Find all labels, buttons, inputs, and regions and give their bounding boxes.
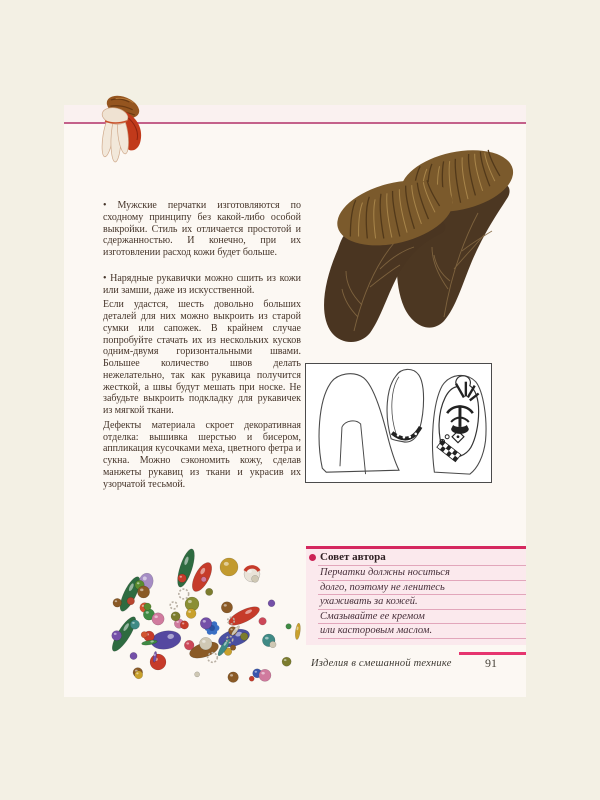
- advice-title-row: [318, 549, 526, 566]
- page-number: 91: [485, 656, 497, 670]
- author-advice-box: [306, 546, 526, 645]
- mitten-pattern-diagram: [305, 363, 492, 483]
- book-page: [64, 105, 526, 697]
- advice-line: или касторовым маслом.: [318, 624, 526, 639]
- advice-line: Перчатки должны носиться: [318, 566, 526, 581]
- advice-line: ухаживать за кожей.: [318, 595, 526, 610]
- body-text-column: [103, 200, 301, 490]
- paragraph-mens-gloves: • Мужские перчатки изготовляются по сходному принципу без какой-либо особой выкройки. Стиль их отличается простотой и сдержанностью. И конечно, при их изготовлении расход кожи будет больше.: [103, 200, 301, 258]
- paragraph-cutting-pieces: Если удастся, шесть довольно больших деталей для них можно выкроить из старой сумки или сапожек. В крайнем случае попробуйте стачать их из нескольких кусков одним-двумя горизонтальными швами. Большее количество швов делать нежелательно, так как рукавица получится жесткой, а швы будут мешать при носке. Не забудьте выкроить подкладку для рукавичек из мягкой ткани.: [103, 299, 301, 416]
- footer-rule-line: [459, 652, 526, 655]
- paragraph-fancy-mittens: • Нарядные рукавички можно сшить из кожи или замши, даже из искусственной.: [103, 272, 301, 296]
- advice-title: Совет автора: [320, 551, 386, 563]
- footer-caption: Изделия в смешанной технике: [311, 658, 452, 669]
- advice-line: Смазывайте ее кремом: [318, 610, 526, 625]
- beads-photo: [94, 542, 316, 697]
- glove-shoe-ornament-image: [91, 95, 153, 167]
- mittens-photo: [292, 147, 526, 347]
- paragraph-decorative-finish: Дефекты материала скроет декоративная отделка: вышивка шерстью и бисером, аппликация кусочками меха, цветного фетра и сукна. Можно сэкономить кожу, сделав манжеты рукавиц из ткани и украсив их узорчатой тесьмой.: [103, 419, 301, 490]
- advice-line: долго, поэтому не ленитесь: [318, 581, 526, 596]
